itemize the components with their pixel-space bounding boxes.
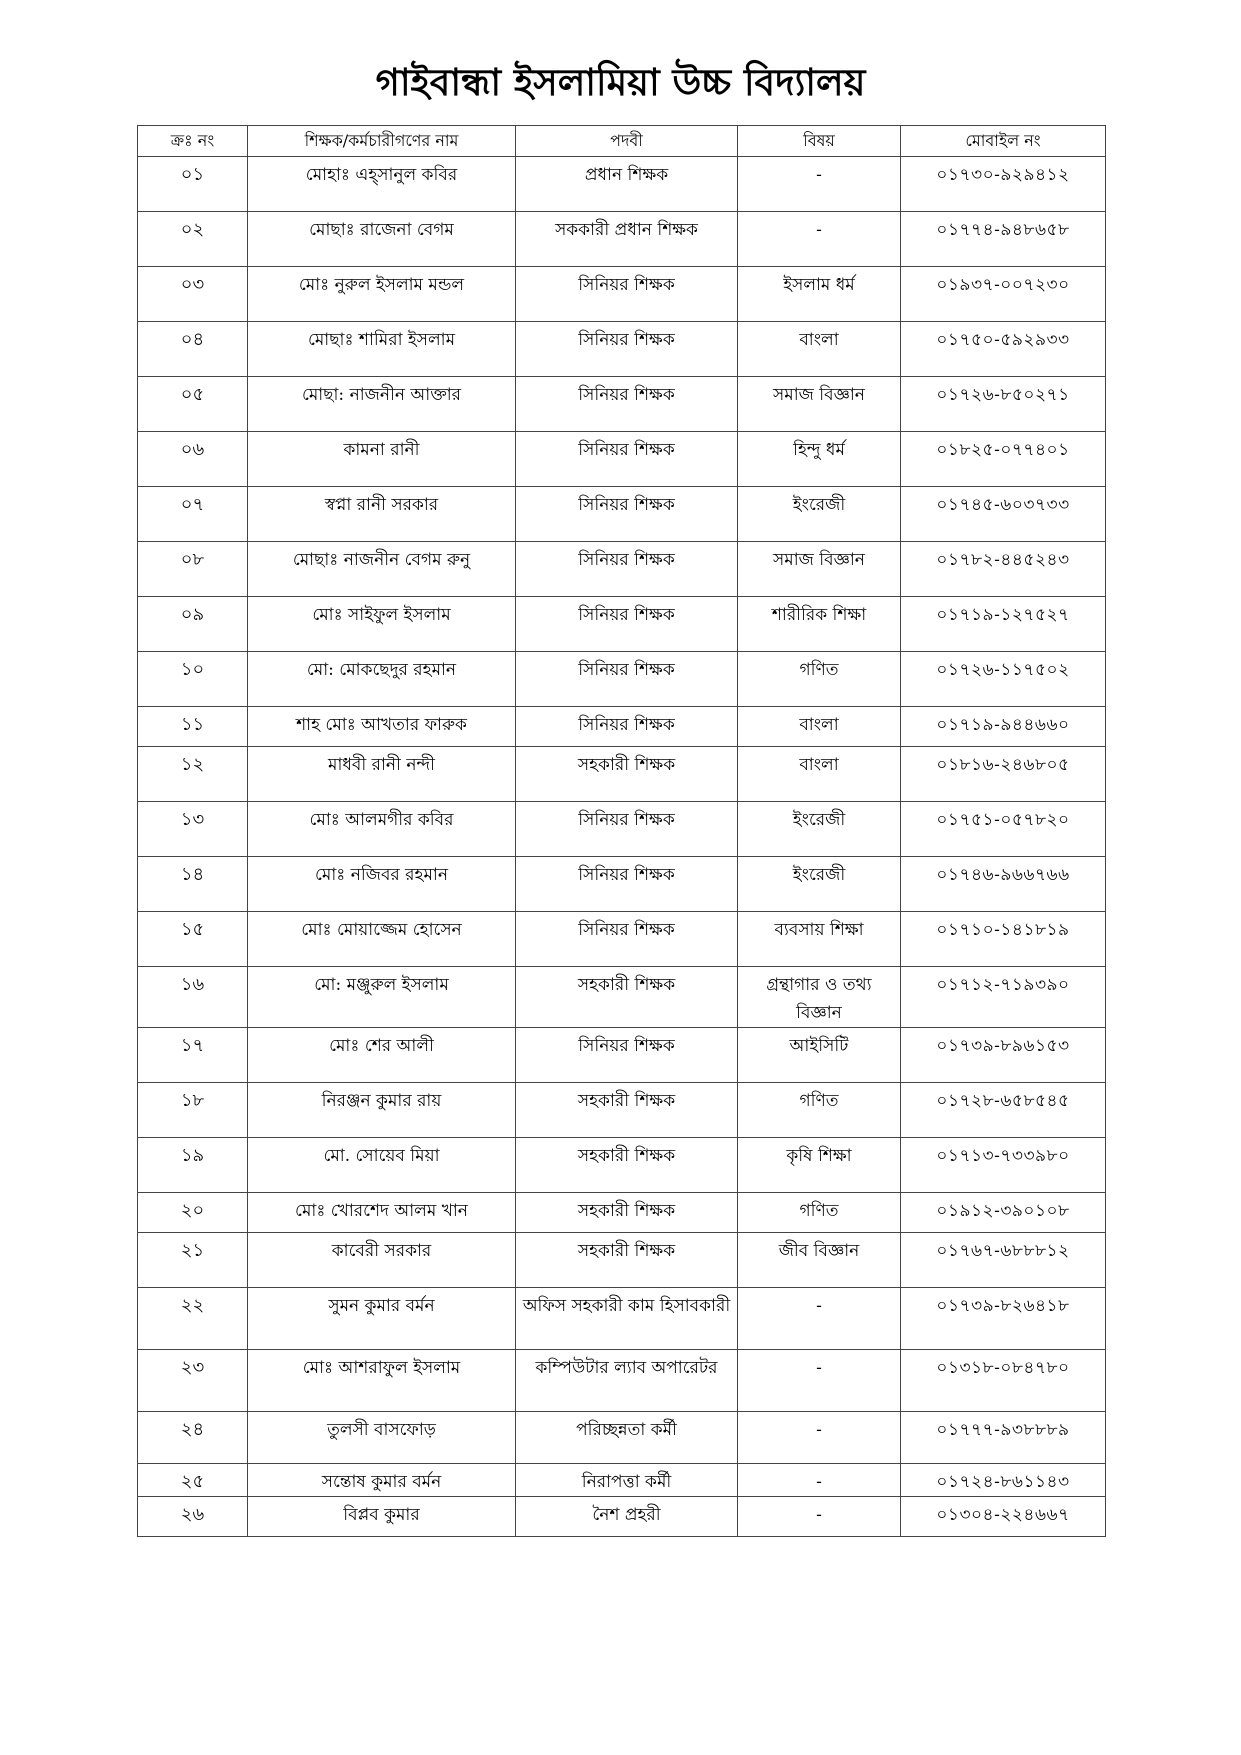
cell-designation: সিনিয়র শিক্ষক xyxy=(516,1028,738,1083)
table-row xyxy=(138,857,1106,912)
cell-mobile: ০১৭১২-৭১৯৩৯০ xyxy=(901,967,1106,1028)
table-row xyxy=(138,487,1106,542)
cell-designation: সিনিয়র শিক্ষক xyxy=(516,857,738,912)
cell-designation: সহকারী শিক্ষক xyxy=(516,747,738,802)
table-row xyxy=(138,802,1106,857)
cell-serial: ১৪ xyxy=(138,857,248,912)
cell-name: নিরঞ্জন কুমার রায় xyxy=(248,1083,516,1138)
cell-subject: জীব বিজ্ঞান xyxy=(738,1233,901,1288)
table-row xyxy=(138,212,1106,267)
cell-subject: ইংরেজী xyxy=(738,487,901,542)
cell-serial: ০৮ xyxy=(138,542,248,597)
cell-serial: ১৩ xyxy=(138,802,248,857)
column-header-serial: ক্রঃ নং xyxy=(138,126,248,157)
cell-serial: ১৫ xyxy=(138,912,248,967)
cell-designation: সহকারী শিক্ষক xyxy=(516,1193,738,1233)
cell-name: সুমন কুমার বর্মন xyxy=(248,1288,516,1350)
cell-name: মোহাঃ এহ্সানুল কবির xyxy=(248,157,516,212)
cell-name: মোঃ নুরুল ইসলাম মন্ডল xyxy=(248,267,516,322)
cell-subject: - xyxy=(738,1497,901,1537)
cell-mobile: ০১৮১৬-২৪৬৮০৫ xyxy=(901,747,1106,802)
cell-serial: ২০ xyxy=(138,1193,248,1233)
cell-subject: - xyxy=(738,1464,901,1497)
cell-subject: গণিত xyxy=(738,652,901,707)
cell-name: বিপ্লব কুমার xyxy=(248,1497,516,1537)
cell-name: স্বপ্না রানী সরকার xyxy=(248,487,516,542)
cell-designation: সিনিয়র শিক্ষক xyxy=(516,487,738,542)
cell-designation: সিনিয়র শিক্ষক xyxy=(516,912,738,967)
cell-subject: - xyxy=(738,212,901,267)
table-row xyxy=(138,1288,1106,1350)
cell-subject: ইসলাম ধর্ম xyxy=(738,267,901,322)
cell-mobile: ০১৭৭৪-৯৪৮৬৫৮ xyxy=(901,212,1106,267)
cell-subject: কৃষি শিক্ষা xyxy=(738,1138,901,1193)
cell-name: কাবেরী সরকার xyxy=(248,1233,516,1288)
table-row xyxy=(138,1193,1106,1233)
cell-mobile: ০১৩০৪-২২৪৬৬৭ xyxy=(901,1497,1106,1537)
cell-name: তুলসী বাসফোড় xyxy=(248,1412,516,1464)
cell-name: মোঃ খোরশেদ আলম খান xyxy=(248,1193,516,1233)
table-row xyxy=(138,267,1106,322)
cell-name: মোছাঃ রাজেনা বেগম xyxy=(248,212,516,267)
cell-serial: ১৮ xyxy=(138,1083,248,1138)
cell-serial: ১১ xyxy=(138,707,248,747)
cell-designation: সহকারী শিক্ষক xyxy=(516,1138,738,1193)
cell-subject: বাংলা xyxy=(738,322,901,377)
cell-designation: সিনিয়র শিক্ষক xyxy=(516,542,738,597)
cell-name: মোঃ আলমগীর কবির xyxy=(248,802,516,857)
column-header-mobile: মোবাইল নং xyxy=(901,126,1106,157)
cell-subject: ব্যবসায় শিক্ষা xyxy=(738,912,901,967)
cell-designation: সিনিয়র শিক্ষক xyxy=(516,707,738,747)
cell-serial: ১২ xyxy=(138,747,248,802)
cell-subject: ইংরেজী xyxy=(738,802,901,857)
cell-subject: গ্রন্থাগার ও তথ্য বিজ্ঞান xyxy=(738,967,901,1028)
cell-designation: সহকারী শিক্ষক xyxy=(516,1233,738,1288)
cell-mobile: ০১৭২৪-৮৬১১৪৩ xyxy=(901,1464,1106,1497)
page-title: গাইবান্ধা ইসলামিয়া উচ্চ বিদ্যালয় xyxy=(375,60,866,104)
cell-designation: সহকারী শিক্ষক xyxy=(516,1083,738,1138)
cell-serial: ২৪ xyxy=(138,1412,248,1464)
cell-name: মো. সোয়েব মিয়া xyxy=(248,1138,516,1193)
cell-serial: ১৬ xyxy=(138,967,248,1028)
cell-mobile: ০১৭৩৯-৮৯৬১৫৩ xyxy=(901,1028,1106,1083)
cell-serial: ১৯ xyxy=(138,1138,248,1193)
table-row xyxy=(138,377,1106,432)
cell-serial: ০৬ xyxy=(138,432,248,487)
cell-designation: সিনিয়র শিক্ষক xyxy=(516,322,738,377)
table-row xyxy=(138,1083,1106,1138)
cell-subject: ইংরেজী xyxy=(738,857,901,912)
cell-serial: ০৪ xyxy=(138,322,248,377)
table-row xyxy=(138,652,1106,707)
table-row xyxy=(138,967,1106,1028)
table-row xyxy=(138,432,1106,487)
cell-mobile: ০১৭১০-১৪১৮১৯ xyxy=(901,912,1106,967)
cell-mobile: ০১৭৩০-৯২৯৪১২ xyxy=(901,157,1106,212)
cell-mobile: ০১৯১২-৩৯০১০৮ xyxy=(901,1193,1106,1233)
cell-mobile: ০১৭৪৬-৯৬৬৭৬৬ xyxy=(901,857,1106,912)
cell-subject: শারীরিক শিক্ষা xyxy=(738,597,901,652)
cell-mobile: ০১৭২৬-৮৫০২৭১ xyxy=(901,377,1106,432)
cell-name: কামনা রানী xyxy=(248,432,516,487)
cell-mobile: ০১৩১৮-০৮৪৭৮০ xyxy=(901,1350,1106,1412)
cell-mobile: ০১৭৬৭-৬৮৮৮১২ xyxy=(901,1233,1106,1288)
cell-designation: সিনিয়র শিক্ষক xyxy=(516,432,738,487)
cell-subject: গণিত xyxy=(738,1083,901,1138)
cell-name: মোঃ আশরাফুল ইসলাম xyxy=(248,1350,516,1412)
cell-serial: ২৫ xyxy=(138,1464,248,1497)
cell-subject: বাংলা xyxy=(738,747,901,802)
cell-serial: ২১ xyxy=(138,1233,248,1288)
cell-mobile: ০১৭৫১-০৫৭৮২০ xyxy=(901,802,1106,857)
cell-subject: - xyxy=(738,157,901,212)
cell-designation: সহকারী শিক্ষক xyxy=(516,967,738,1028)
cell-mobile: ০১৭১৩-৭৩৩৯৮০ xyxy=(901,1138,1106,1193)
cell-name: মোছাঃ নাজনীন বেগম রুনু xyxy=(248,542,516,597)
table-row xyxy=(138,1233,1106,1288)
cell-designation: নৈশ প্রহরী xyxy=(516,1497,738,1537)
cell-subject: হিন্দু ধর্ম xyxy=(738,432,901,487)
cell-name: মো: মোকছেদুর রহমান xyxy=(248,652,516,707)
cell-subject: আইসিটি xyxy=(738,1028,901,1083)
table-row xyxy=(138,1028,1106,1083)
cell-designation: কম্পিউটার ল্যাব অপারেটর xyxy=(516,1350,738,1412)
cell-designation: সিনিয়র শিক্ষক xyxy=(516,597,738,652)
cell-serial: ০৩ xyxy=(138,267,248,322)
cell-designation: সিনিয়র শিক্ষক xyxy=(516,652,738,707)
cell-name: সন্তোষ কুমার বর্মন xyxy=(248,1464,516,1497)
cell-mobile: ০১৭১৯-১২৭৫২৭ xyxy=(901,597,1106,652)
cell-name: মাধবী রানী নন্দী xyxy=(248,747,516,802)
cell-subject: - xyxy=(738,1350,901,1412)
cell-serial: ২২ xyxy=(138,1288,248,1350)
table-row xyxy=(138,157,1106,212)
cell-subject: - xyxy=(738,1412,901,1464)
cell-designation: পরিচ্ছন্নতা কর্মী xyxy=(516,1412,738,1464)
cell-name: শাহ মোঃ আখতার ফারুক xyxy=(248,707,516,747)
cell-mobile: ০১৭৮২-৪৪৫২৪৩ xyxy=(901,542,1106,597)
table-row xyxy=(138,747,1106,802)
column-header-subject: বিষয় xyxy=(738,126,901,157)
table-row xyxy=(138,707,1106,747)
cell-subject: সমাজ বিজ্ঞান xyxy=(738,542,901,597)
cell-name: মোছা: নাজনীন আক্তার xyxy=(248,377,516,432)
staff-table xyxy=(137,125,1106,1537)
cell-name: মোঃ নজিবর রহমান xyxy=(248,857,516,912)
table-header-row xyxy=(138,126,1106,157)
cell-designation: অফিস সহকারী কাম হিসাবকারী xyxy=(516,1288,738,1350)
cell-mobile: ০১৭৩৯-৮২৬৪১৮ xyxy=(901,1288,1106,1350)
cell-serial: ২৬ xyxy=(138,1497,248,1537)
cell-serial: ২৩ xyxy=(138,1350,248,1412)
column-header-designation: পদবী xyxy=(516,126,738,157)
cell-name: মোঃ মোয়াজ্জেম হোসেন xyxy=(248,912,516,967)
cell-designation: সিনিয়র শিক্ষক xyxy=(516,802,738,857)
cell-serial: ০৫ xyxy=(138,377,248,432)
cell-serial: ১০ xyxy=(138,652,248,707)
table-row xyxy=(138,597,1106,652)
cell-subject: গণিত xyxy=(738,1193,901,1233)
cell-mobile: ০১৭৫০-৫৯২৯৩৩ xyxy=(901,322,1106,377)
cell-designation: সিনিয়র শিক্ষক xyxy=(516,377,738,432)
table-row xyxy=(138,1138,1106,1193)
cell-designation: প্রধান শিক্ষক xyxy=(516,157,738,212)
cell-serial: ০৯ xyxy=(138,597,248,652)
cell-mobile: ০১৭২৬-১১৭৫০২ xyxy=(901,652,1106,707)
table-row xyxy=(138,322,1106,377)
cell-name: মোছাঃ শামিরা ইসলাম xyxy=(248,322,516,377)
table-row xyxy=(138,1497,1106,1537)
table-row xyxy=(138,1350,1106,1412)
cell-serial: ০২ xyxy=(138,212,248,267)
cell-mobile: ০১৭৪৫-৬০৩৭৩৩ xyxy=(901,487,1106,542)
cell-name: মোঃ সাইফুল ইসলাম xyxy=(248,597,516,652)
cell-serial: ০৭ xyxy=(138,487,248,542)
cell-serial: ১৭ xyxy=(138,1028,248,1083)
cell-mobile: ০১৮২৫-০৭৭৪০১ xyxy=(901,432,1106,487)
cell-designation: নিরাপত্তা কর্মী xyxy=(516,1464,738,1497)
table-row xyxy=(138,1464,1106,1497)
cell-mobile: ০১৭১৯-৯৪৪৬৬০ xyxy=(901,707,1106,747)
cell-designation: সককারী প্রধান শিক্ষক xyxy=(516,212,738,267)
cell-serial: ০১ xyxy=(138,157,248,212)
cell-subject: সমাজ বিজ্ঞান xyxy=(738,377,901,432)
cell-mobile: ০১৭২৮-৬৫৮৫৪৫ xyxy=(901,1083,1106,1138)
table-row xyxy=(138,1412,1106,1464)
cell-designation: সিনিয়র শিক্ষক xyxy=(516,267,738,322)
cell-subject: বাংলা xyxy=(738,707,901,747)
table-row xyxy=(138,912,1106,967)
cell-mobile: ০১৯৩৭-০০৭২৩০ xyxy=(901,267,1106,322)
cell-name: মো: মঞ্জুরুল ইসলাম xyxy=(248,967,516,1028)
cell-name: মোঃ শের আলী xyxy=(248,1028,516,1083)
table-row xyxy=(138,542,1106,597)
cell-mobile: ০১৭৭৭-৯৩৮৮৮৯ xyxy=(901,1412,1106,1464)
column-header-name: শিক্ষক/কর্মচারীগণের নাম xyxy=(248,126,516,157)
cell-subject: - xyxy=(738,1288,901,1350)
